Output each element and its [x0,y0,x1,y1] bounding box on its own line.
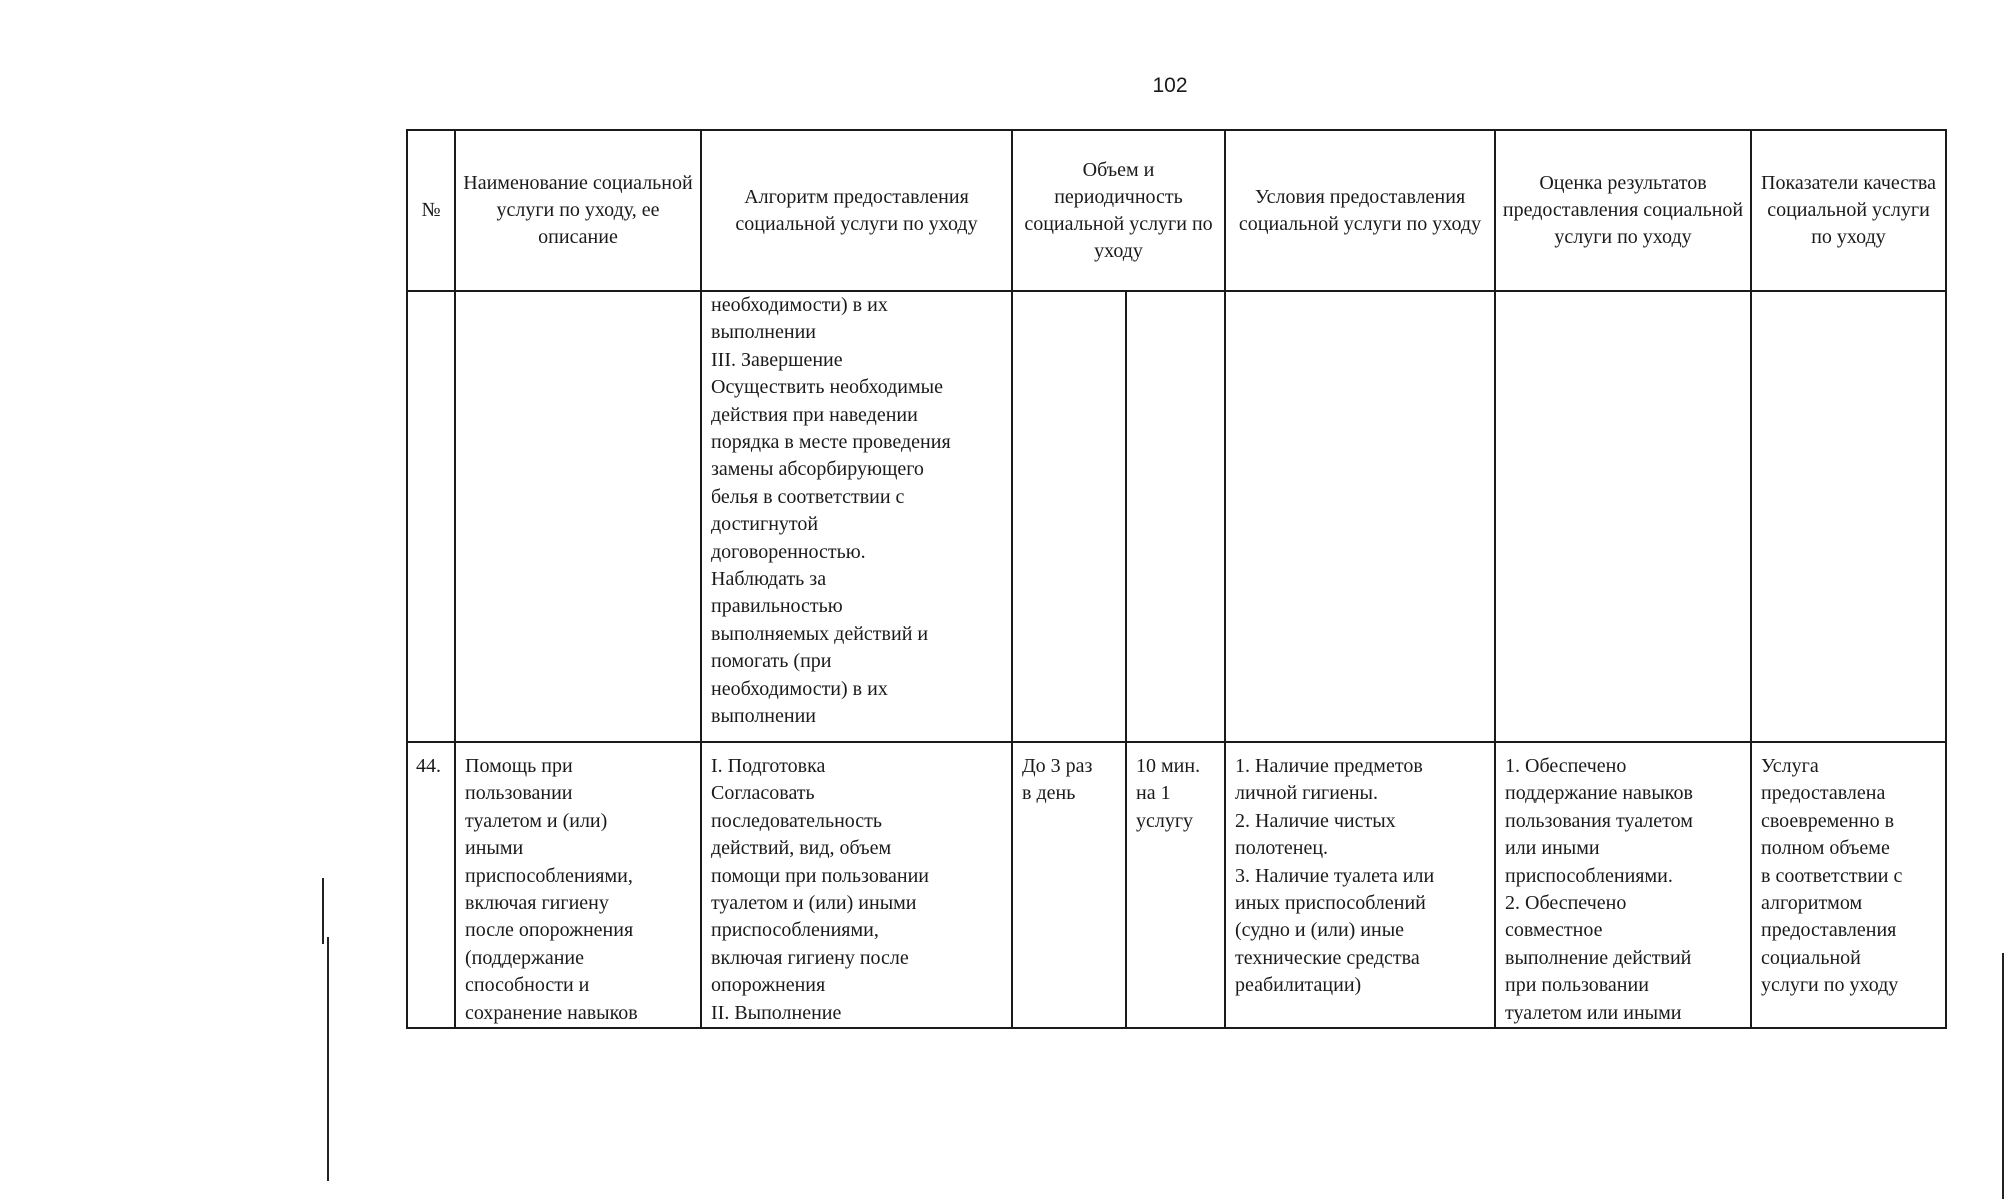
header-conditions: Условия предоставления социальной услуги по уходу [1225,130,1495,291]
cell-evaluation: 1. Обеспечено поддержание навыков пользования туалетом или иными приспособлениями. 2. Обеспечено совместное выполнение действий при пользовании туалетом или иными [1495,742,1751,1028]
cell-conditions: 1. Наличие предметов личной гигиены. 2. Наличие чистых полотенец. 3. Наличие туалета или иных приспособлений (судно и (или) иные технические средства реабилитации) [1225,742,1495,1028]
cell-num [407,291,455,742]
cell-algorithm: I. Подготовка Согласовать последовательность действий, вид, объем помощи при пользовании туалетом и (или) иными приспособлениями, включая гигиену после опорожнения II. Выполнение [701,742,1012,1028]
cell-volume: До 3 раз в день [1012,742,1126,1028]
scan-edge-mark-left-1 [322,878,324,944]
cell-algorithm: необходимости) в их выполнении III. Завершение Осуществить необходимые действия при наведении порядка в месте проведения замены абсорбирующего белья в соответствии с достигнутой договоренностью. Наблюдать за правильностью выполняемых действий и помогать (при необходимости) в их выполнении [701,291,1012,742]
cell-service-name [455,291,701,742]
cell-quality [1751,291,1946,742]
header-volume-periodicity: Объем и периодичность социальной услуги по уходу [1012,130,1225,291]
cell-periodicity: 10 мин. на 1 услугу [1126,742,1225,1028]
cell-quality: Услуга предоставлена своевременно в полном объеме в соответствии с алгоритмом предоставления социальной услуги по уходу [1751,742,1946,1028]
scan-edge-mark-right [2002,953,2004,1199]
scan-edge-mark-left-2 [327,937,329,1181]
cell-service-name: Помощь при пользовании туалетом и (или) иными приспособлениями, включая гигиену после опорожнения (поддержание способности и сохранение навыков [455,742,701,1028]
social-services-table [406,129,1947,1029]
table-row-continuation [407,291,1946,742]
cell-num: 44. [407,742,455,1028]
cell-volume [1012,291,1126,742]
page-number: 102 [1152,74,1188,97]
cell-evaluation [1495,291,1751,742]
table-header-row [407,130,1946,291]
header-num: № [407,130,455,291]
header-service-name: Наименование социальной услуги по уходу, ее описание [455,130,701,291]
cell-conditions [1225,291,1495,742]
header-evaluation: Оценка результатов предоставления социальной услуги по уходу [1495,130,1751,291]
cell-periodicity [1126,291,1225,742]
header-algorithm: Алгоритм предоставления социальной услуги по уходу [701,130,1012,291]
table-row-item-44 [407,742,1946,1028]
header-quality: Показатели качества социальной услуги по уходу [1751,130,1946,291]
